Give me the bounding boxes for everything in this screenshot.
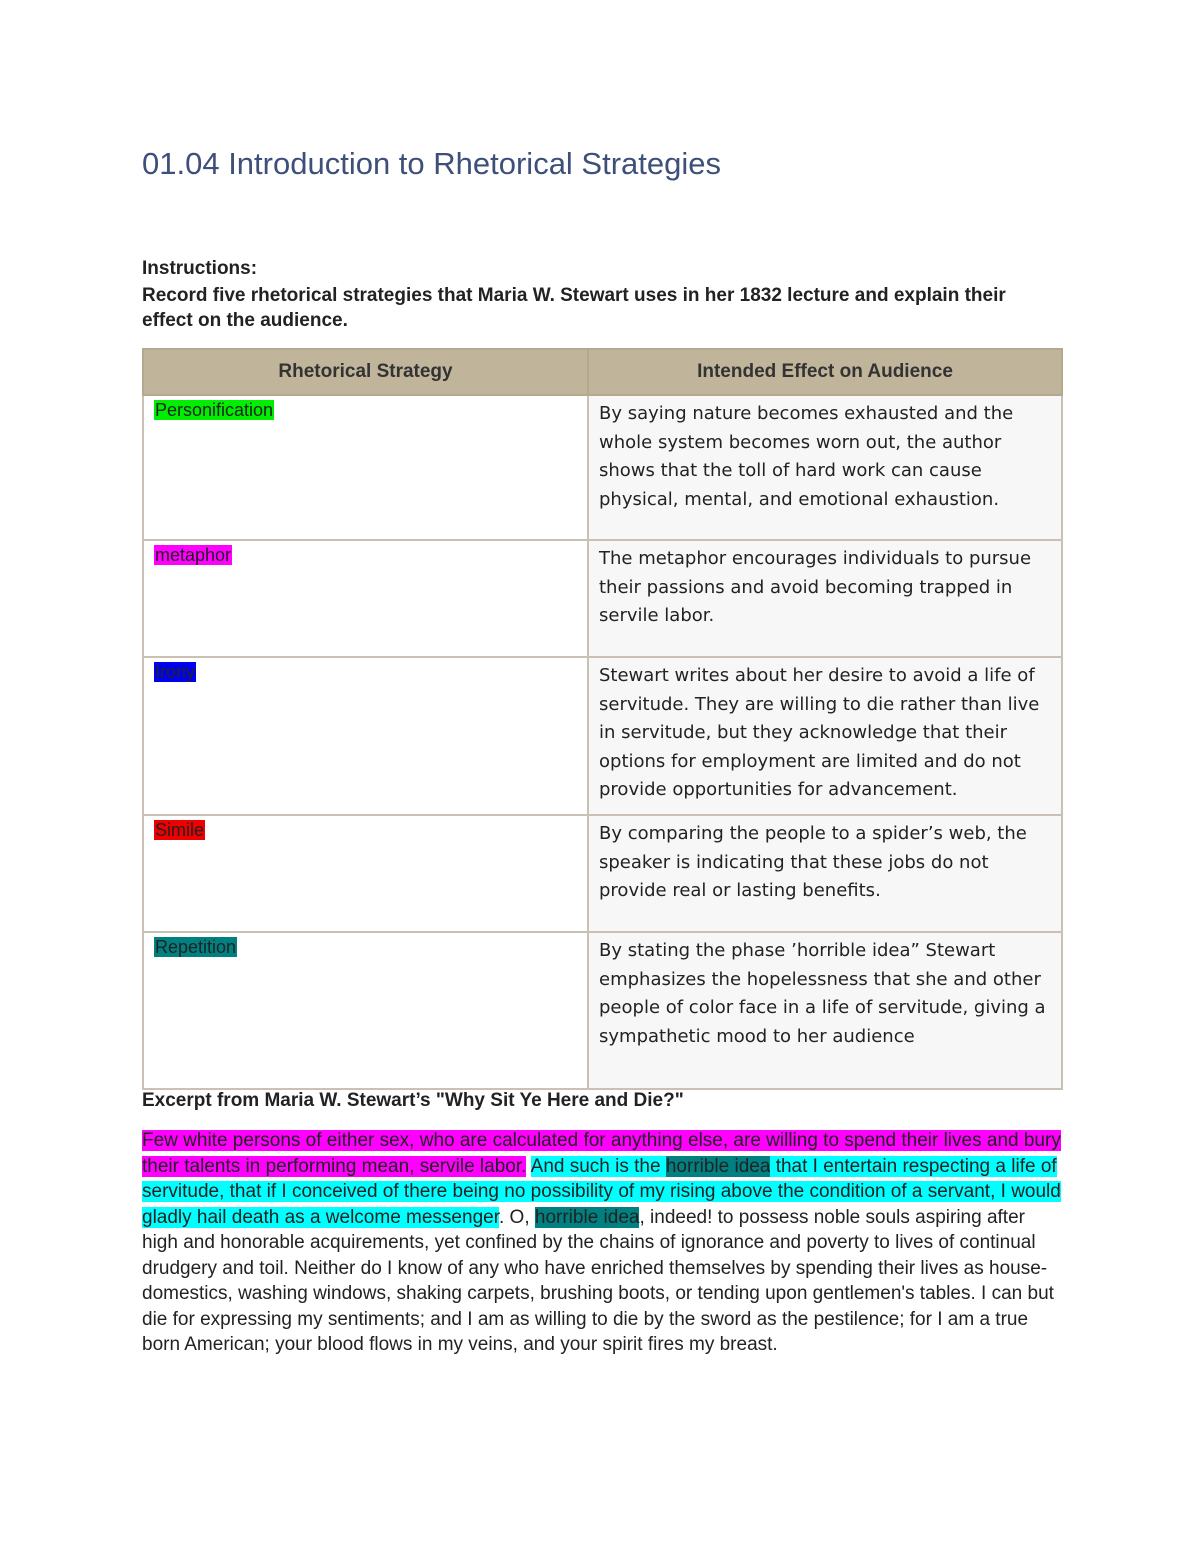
table-row xyxy=(143,657,1062,815)
strategies-table xyxy=(142,348,1063,1090)
strategy-cell xyxy=(143,395,588,540)
effect-cell: Stewart writes about her desire to avoid a life of servitude. They are willing to die rather than live in servitude, but they acknowledge that their options for employment are limited and do not provide opportunities for advancement. xyxy=(588,657,1062,815)
excerpt-text xyxy=(142,1128,1062,1358)
strategy-metaphor: metaphor xyxy=(155,545,232,565)
table-row xyxy=(143,395,1062,540)
table-header-row xyxy=(143,349,1062,395)
excerpt-segment: horrible idea xyxy=(534,1206,640,1228)
strategy-cell xyxy=(143,540,588,657)
excerpt-segment: And such is the xyxy=(530,1155,666,1177)
table-row xyxy=(143,932,1062,1089)
strategy-personification: Personification xyxy=(155,400,274,420)
strategy-repetition: Repetition xyxy=(155,937,237,957)
strategy-cell xyxy=(143,657,588,815)
effect-cell: By comparing the people to a spider’s web, the speaker is indicating that these jobs do not provide real or lasting benefits. xyxy=(588,815,1062,932)
strategy-simile: Simile xyxy=(155,820,205,840)
strategy-cell xyxy=(143,815,588,932)
header-rhetorical-strategy: Rhetorical Strategy xyxy=(143,349,588,395)
strategy-irony: Irony xyxy=(155,662,196,682)
excerpt-segment: that I entertain respecting a life of servitude, that if I conceived of there being no possibility of my rising above the condition of a servant, I would gladly hail death as a welcome messenger xyxy=(142,1155,1061,1228)
excerpt-segment: Few white persons of either sex, who are calculated for anything else, are willing to spend their lives and bury their talents in performing mean, servile labor. xyxy=(142,1130,1061,1177)
strategy-cell xyxy=(143,932,588,1089)
page-title: 01.04 Introduction to Rhetorical Strategies xyxy=(142,146,722,181)
header-intended-effect: Intended Effect on Audience xyxy=(588,349,1062,395)
effect-cell: By stating the phase ’horrible idea” Stewart emphasizes the hopelessness that she and other people of color face in a life of servitude, giving a sympathetic mood to her audience xyxy=(588,932,1062,1089)
excerpt-segment: , indeed! to possess noble souls aspiring after high and honorable acquirements, yet confined by the chains of ignorance and poverty to lives of continual drudgery and toil. Neither do I know of any who have enriched themselves by spending their lives as house-domestics, washing windows, shaking carpets, brushing boots, or tending upon gentlemen's tables. I can but die for expressing my sentiments; and I am as willing to die by the sword as the pestilence; for I am a true born American; your blood flows in my veins, and your spirit fires my breast. xyxy=(142,1206,1054,1355)
excerpt-segment: . O, xyxy=(498,1206,535,1228)
effect-cell: The metaphor encourages individuals to pursue their passions and avoid becoming trapped in servile labor. xyxy=(588,540,1062,657)
instructions-label: Instructions: xyxy=(142,258,258,279)
excerpt-segment: horrible idea xyxy=(665,1155,771,1177)
table-row xyxy=(143,815,1062,932)
table-row xyxy=(143,540,1062,657)
instructions-text: Record five rhetorical strategies that Maria W. Stewart uses in her 1832 lecture and explain their effect on the audience. xyxy=(142,285,1006,331)
effect-cell: By saying nature becomes exhausted and the whole system becomes worn out, the author shows that the toll of hard work can cause physical, mental, and emotional exhaustion. xyxy=(588,395,1062,540)
excerpt-title: Excerpt from Maria W. Stewart’s "Why Sit Ye Here and Die?" xyxy=(142,1090,684,1111)
